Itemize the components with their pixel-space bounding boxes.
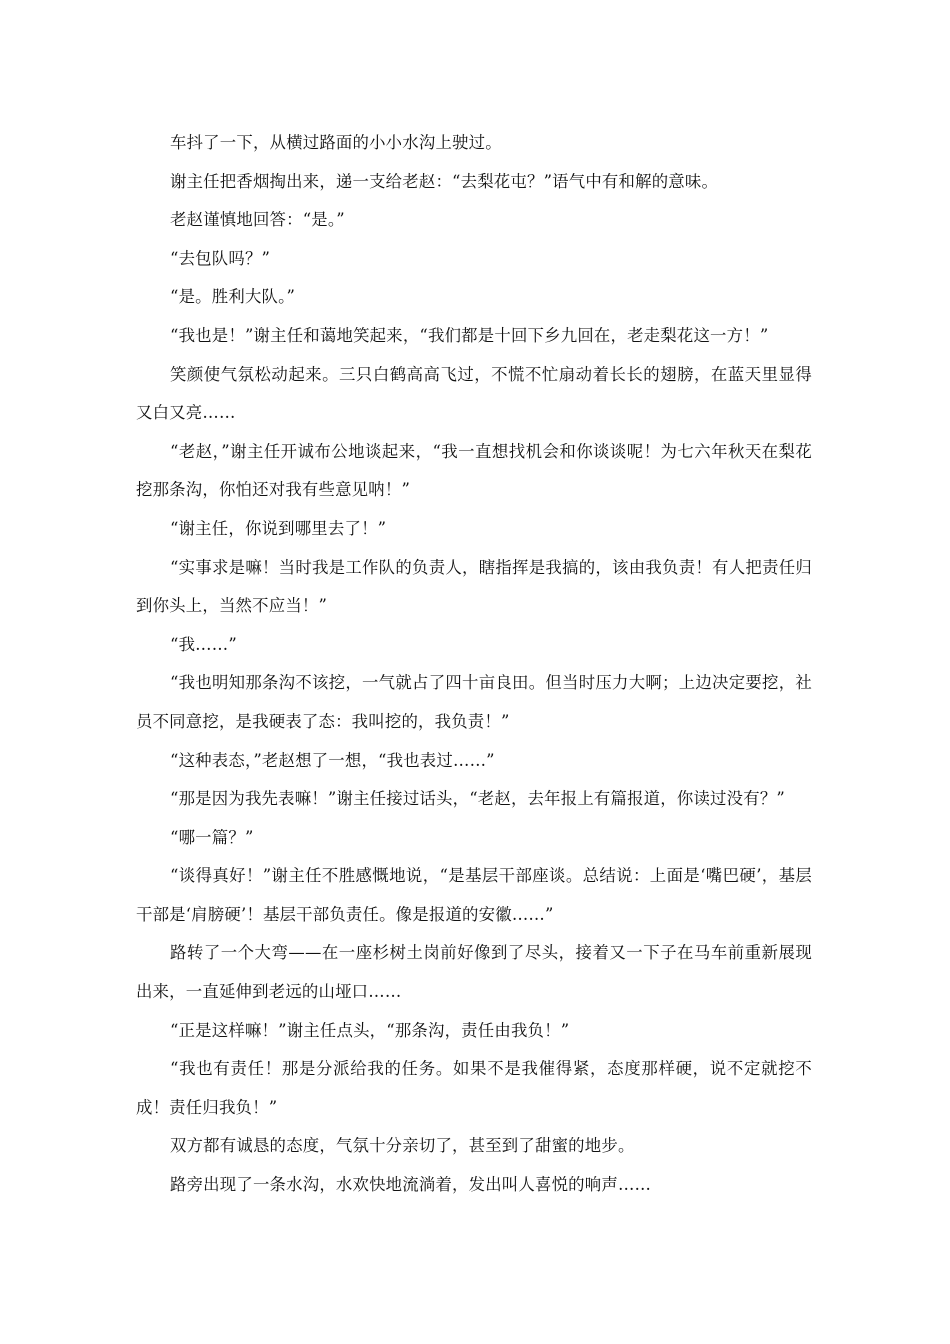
paragraph-13: “这种表态，”老赵想了一想，“我也表过……” bbox=[170, 750, 495, 770]
paragraph-9: “谢主任，你说到哪里去了！” bbox=[170, 518, 387, 538]
paragraph-4: “去包队吗？” bbox=[170, 248, 271, 268]
paragraph-3: 老赵谨慎地回答：“是。” bbox=[170, 210, 345, 230]
paragraph-5: “是。胜利大队。” bbox=[170, 287, 296, 307]
paragraph-17: 路转了一个大弯——在一座杉树土岗前好像到了尽头，接着又一下子在马车前重新展现出来，一直延伸到老远的山垭口…… bbox=[136, 943, 812, 1002]
paragraph-1: 车抖了一下，从横过路面的小小水沟上驶过。 bbox=[170, 133, 502, 152]
paragraph-6: “我也是！”谢主任和蔼地笑起来，“我们都是十回下乡九回在，老走梨花这一方！” bbox=[170, 325, 769, 345]
paragraph-19: “我也有责任！那是分派给我的任务。如果不是我催得紧，态度那样硬，说不定就挖不成！责任归我负！” bbox=[136, 1059, 812, 1117]
document-page bbox=[136, 124, 812, 1205]
paragraph-21: 路旁出现了一条水沟，水欢快地流淌着，发出叫人喜悦的响声…… bbox=[170, 1175, 652, 1195]
paragraph-11: “我……” bbox=[170, 634, 237, 654]
paragraph-2: 谢主任把香烟掏出来，递一支给老赵：“去梨花屯？”语气中有和解的意味。 bbox=[170, 171, 719, 191]
paragraph-15: “哪一篇？” bbox=[170, 827, 254, 847]
paragraph-14: “那是因为我先表嘛！”谢主任接过话头，“老赵，去年报上有篇报道，你读过没有？” bbox=[170, 789, 785, 809]
paragraph-20: 双方都有诚恳的态度，气氛十分亲切了，甚至到了甜蜜的地步。 bbox=[170, 1136, 635, 1156]
paragraph-16: “谈得真好！”谢主任不胜感慨地说，“是基层干部座谈。总结说：上面是‘嘴巴硬’，基层干部是‘肩膀硬’！基层干部负责任。像是报道的安徽……” bbox=[136, 866, 812, 924]
paragraph-10: “实事求是嘛！当时我是工作队的负责人，瞎指挥是我搞的，该由我负责！有人把责任归到你头上，当然不应当！” bbox=[136, 557, 812, 616]
paragraph-8: “老赵，”谢主任开诚布公地谈起来，“我一直想找机会和你谈谈呢！为七六年秋天在梨花挖那条沟，你怕还对我有些意见呐！” bbox=[136, 441, 812, 500]
paragraph-7: 笑颜使气氛松动起来。三只白鹤高高飞过，不慌不忙扇动着长长的翅膀，在蓝天里显得又白又亮…… bbox=[136, 364, 812, 423]
paragraph-18: “正是这样嘛！”谢主任点头，“那条沟，责任由我负！” bbox=[170, 1020, 570, 1040]
paragraph-12: “我也明知那条沟不该挖，一气就占了四十亩良田。但当时压力大啊；上边决定要挖，社员不同意挖，是我硬表了态：我叫挖的，我负责！” bbox=[136, 673, 812, 731]
